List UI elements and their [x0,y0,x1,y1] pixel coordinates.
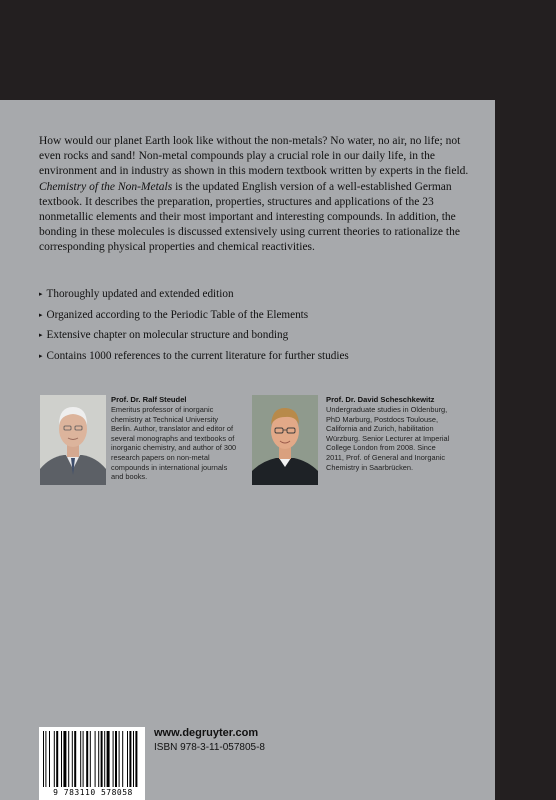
feature-text: Thoroughly updated and extended edition [46,288,234,300]
publisher-website[interactable]: www.degruyter.com [154,727,259,739]
feature-text: Organized according to the Periodic Table of the Elements [46,308,309,321]
barcode-bars-icon [43,731,143,787]
feature-text: Extensive chapter on molecular structure and bonding [46,329,289,342]
author-bio: Undergraduate studies in Oldenburg, PhD Marburg, Postdocs Toulouse, California and Zurich, habilitation Würzburg. Senior Lecturer at Imperial College London from 2008. Since 2011, Prof. of General and Inorganic Chemistry in Saarbrücken. [326,405,450,472]
book-title-italic: Chemistry of the Non-Metals [39,180,173,193]
isbn-barcode [39,727,145,800]
bullet-triangle-icon: ▸ [39,351,43,360]
feature-item [39,349,479,369]
author-photo-scheschkewitz [252,395,318,485]
author-name: Prof. Dr. Ralf Steudel [111,395,187,404]
feature-item [39,328,479,348]
description-part-2: is the updated English version of a well-established German textbook. It describes the preparation, properties, structures and applications of the 23 nonmetallic elements and their most important and interesting compounds. In addition, the bonding in these molecules is discussed extensively using current theories to rationalize the corresponding physical properties and chemical reactivities. [39,180,460,254]
dark-top-band [0,0,556,100]
author-name: Prof. Dr. David Scheschkewitz [326,395,435,404]
author-photo-steudel [40,395,106,485]
bullet-triangle-icon: ▸ [39,310,43,319]
feature-list [39,287,479,369]
description-part-1: How would our planet Earth look like without the non-metals? No water, no air, no life; not even rocks and sand! Non-metal compounds play a crucial role in our daily life, in the environment and in industry as shown in this modern textbook written by experts in the field. [39,135,469,178]
dark-spine-band [495,0,556,800]
feature-item [39,287,479,307]
description-text [39,134,469,256]
author-bio: Emeritus professor of inorganic chemistry at Technical University Berlin. Author, translator and editor of several monographs and textbooks of inorganic chemistry, and author of 300 research papers on non-metal compounds in international journals and books. [111,405,237,482]
isbn-number: ISBN 978-3-11-057805-8 [154,742,265,753]
feature-item [39,308,479,328]
feature-text: Contains 1000 references to the current literature for further studies [46,349,349,362]
barcode-digits: 9 783110 578058 [53,788,133,797]
bullet-triangle-icon: ▸ [39,331,43,340]
bullet-triangle-icon: ▸ [39,290,43,298]
